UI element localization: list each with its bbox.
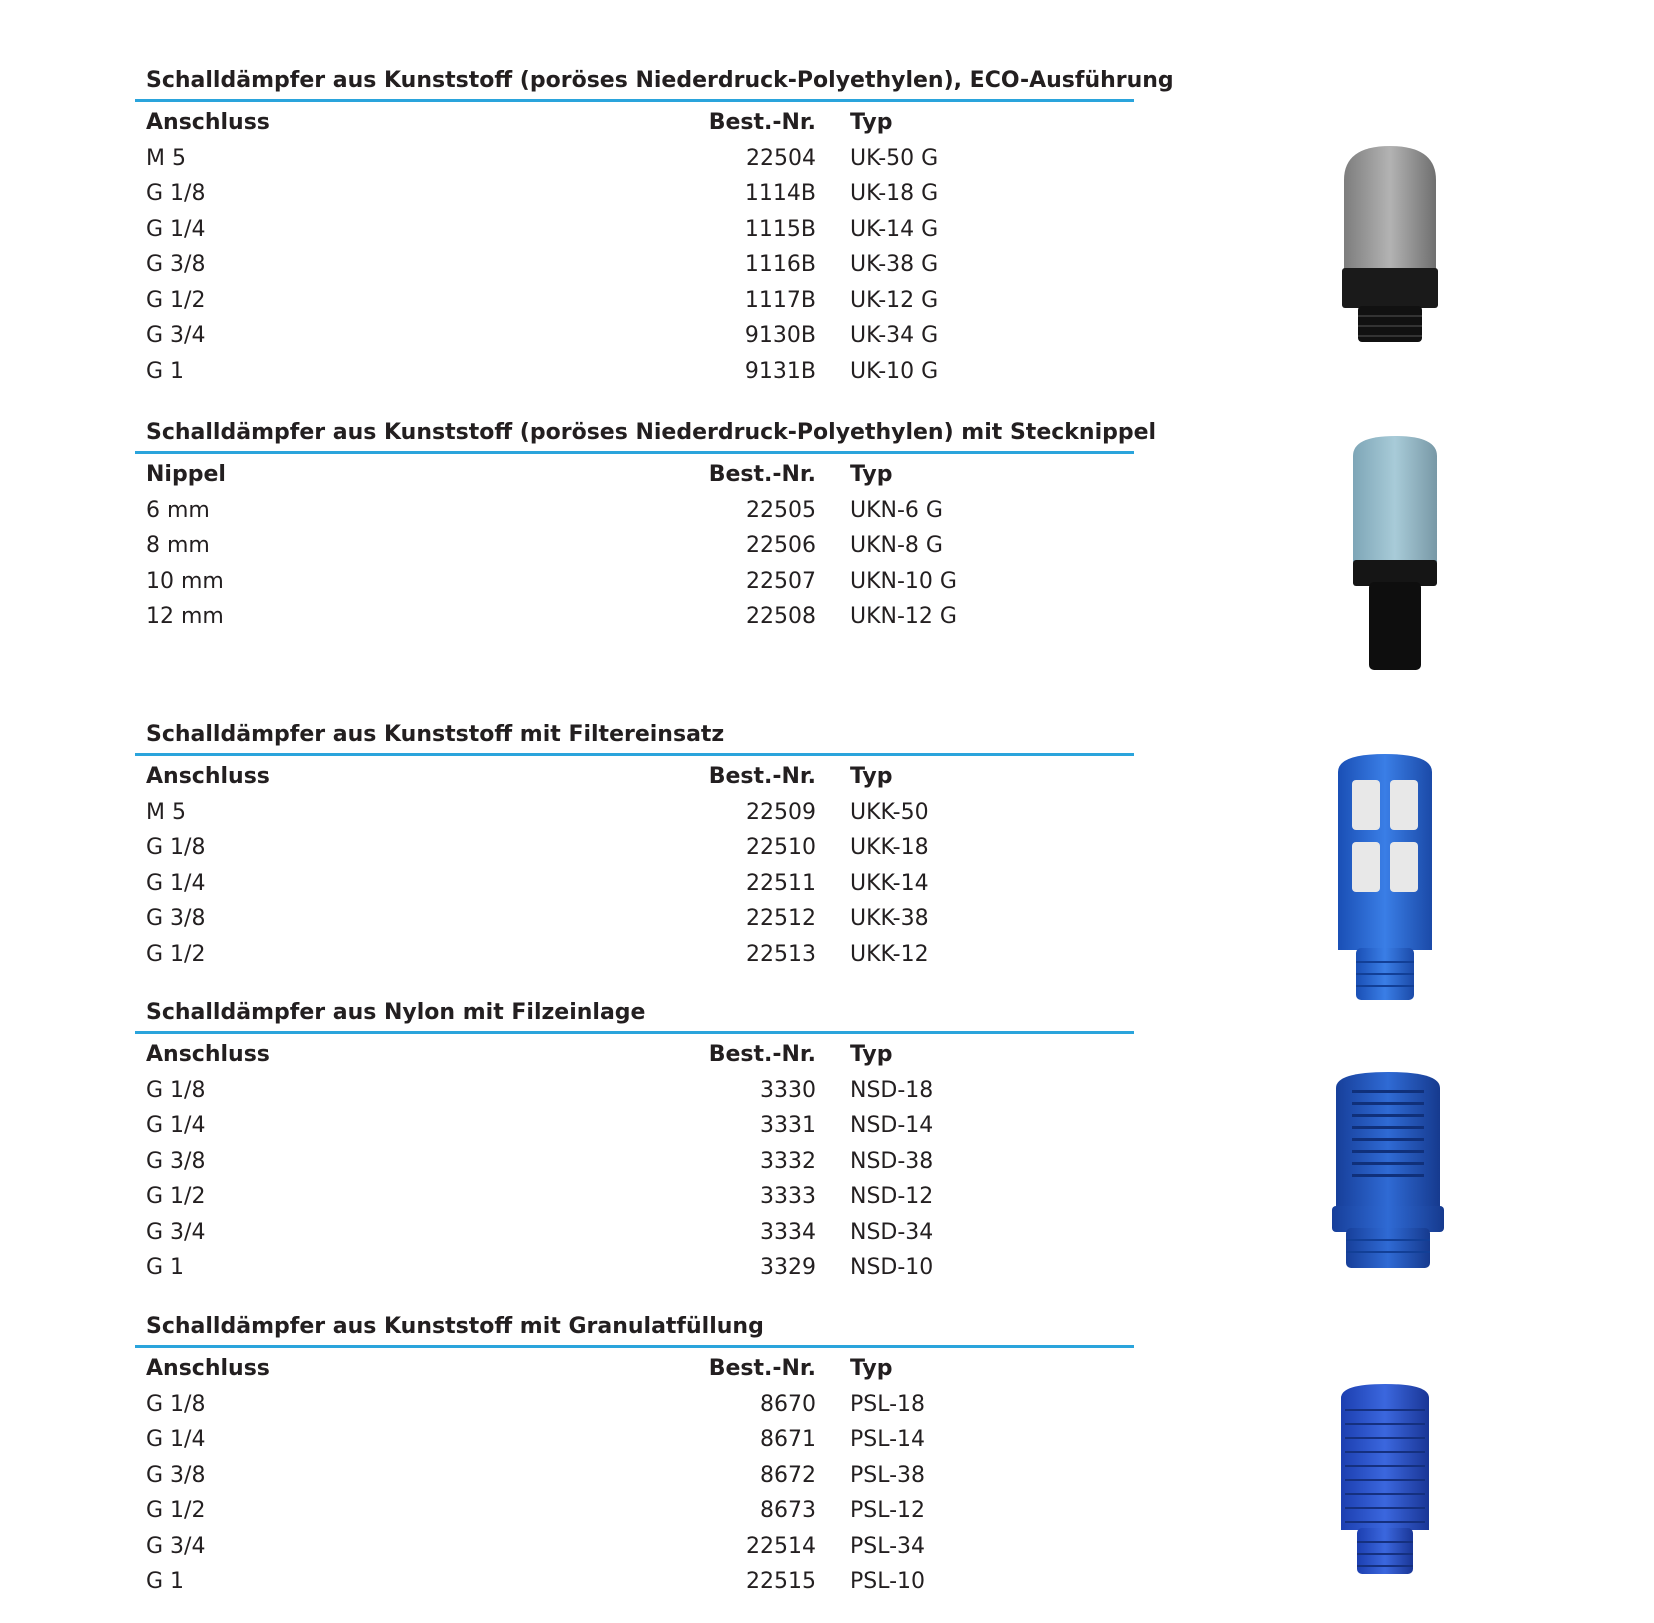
cell-order-no: 3329 [760,1255,816,1280]
cell-type: UKK-50 [850,799,929,825]
cell-order-no: 22507 [746,568,816,594]
section-divider [135,451,1134,454]
cell-order-no: 1114B [744,181,816,206]
section-title: Schalldämpfer aus Kunststoff mit Filtereinsatz [146,722,725,747]
cell-order-no: 22508 [746,604,816,629]
cell-connection: M 5 [146,145,186,171]
cell-type: UK-12 G [850,287,939,313]
table-row [0,356,1654,388]
blue-nylon-silencer-image [1328,1068,1448,1273]
cell-type: NSD-18 [850,1077,934,1103]
cell-connection: G 3/4 [146,323,206,348]
cell-order-no: 9130B [744,323,816,348]
cell-order-no: 22514 [746,1533,816,1559]
cell-type: PSL-38 [850,1462,926,1488]
cell-connection: G 1 [146,358,185,384]
column-header-connection: Anschluss [146,764,270,789]
cell-connection: G 1/2 [146,287,206,313]
cell-connection: G 1/4 [146,1427,206,1452]
column-header-type: Typ [850,764,893,789]
cell-order-no: 3332 [760,1148,816,1174]
cell-type: UK-18 G [850,181,939,206]
cell-order-no: 22505 [746,497,816,523]
cell-type: UKN-12 G [850,604,957,629]
column-header-connection: Nippel [146,462,226,487]
cell-order-no: 8670 [760,1391,816,1417]
cell-type: UK-50 G [850,145,939,171]
section-title: Schalldämpfer aus Kunststoff mit Granulatfüllung [146,1314,764,1339]
table-header [0,1039,1654,1071]
cell-connection: G 3/8 [146,1462,206,1488]
column-header-type: Typ [850,462,893,487]
cell-connection: G 1/8 [146,181,206,206]
cell-connection: G 3/8 [146,252,206,277]
column-header-order-no: Best.-Nr. [708,764,816,789]
cell-connection: 6 mm [146,497,210,523]
cell-order-no: 3334 [760,1219,816,1245]
cell-order-no: 22511 [746,870,816,896]
section-title: Schalldämpfer aus Kunststoff (poröses Niederdruck-Polyethylen) mit Stecknippel [146,420,1157,445]
cell-type: UKN-6 G [850,497,943,523]
section-divider [135,753,1134,756]
cell-connection: G 3/8 [146,1148,206,1174]
section-title: Schalldämpfer aus Kunststoff (poröses Niederdruck-Polyethylen), ECO-Ausführung [146,68,1174,93]
cell-connection: G 1/8 [146,1077,206,1103]
cell-type: NSD-38 [850,1148,934,1174]
cell-connection: G 1/2 [146,941,206,967]
cell-connection: 12 mm [146,604,224,629]
cell-connection: G 1/4 [146,1113,206,1138]
cell-connection: G 1 [146,1255,185,1280]
cell-order-no: 22515 [746,1569,816,1594]
cell-connection: G 1/4 [146,216,206,242]
column-header-type: Typ [850,1042,893,1067]
cell-type: UKK-14 [850,870,929,896]
cell-order-no: 22506 [746,533,816,558]
cell-connection: G 1/2 [146,1184,206,1209]
column-header-connection: Anschluss [146,1356,270,1381]
cell-type: NSD-10 [850,1255,934,1280]
cell-order-no: 1117B [744,287,816,313]
cell-type: PSL-12 [850,1498,926,1523]
cell-connection: G 1/8 [146,1391,206,1417]
cell-connection: G 1/2 [146,1498,206,1523]
cell-order-no: 22510 [746,835,816,860]
column-header-connection: Anschluss [146,1042,270,1067]
cell-type: NSD-12 [850,1184,934,1209]
column-header-connection: Anschluss [146,110,270,135]
cell-type: NSD-34 [850,1219,934,1245]
cell-order-no: 22509 [746,799,816,825]
column-header-type: Typ [850,1356,893,1381]
cell-order-no: 3331 [760,1113,816,1138]
cell-type: NSD-14 [850,1113,934,1138]
cell-type: UKN-10 G [850,568,957,594]
cell-type: UK-38 G [850,252,939,277]
cell-order-no: 1116B [744,252,816,277]
cell-connection: G 3/4 [146,1533,206,1559]
cell-connection: G 3/8 [146,906,206,931]
cell-connection: 8 mm [146,533,210,558]
cell-order-no: 9131B [744,358,816,384]
column-header-type: Typ [850,110,893,135]
cell-order-no: 22513 [746,941,816,967]
cell-connection: G 1/8 [146,835,206,860]
cell-type: UKK-12 [850,941,929,967]
blue-granulate-silencer-image [1335,1380,1435,1580]
cell-connection: G 1 [146,1569,185,1594]
cell-type: UK-10 G [850,358,939,384]
column-header-order-no: Best.-Nr. [708,110,816,135]
section-title: Schalldämpfer aus Nylon mit Filzeinlage [146,1000,646,1025]
cell-order-no: 8671 [760,1427,816,1452]
cell-type: PSL-34 [850,1533,926,1559]
cell-connection: M 5 [146,799,186,825]
cell-type: UK-14 G [850,216,939,242]
section-divider [135,99,1134,102]
cell-order-no: 8673 [760,1498,816,1523]
cell-type: UKK-18 [850,835,929,860]
column-header-order-no: Best.-Nr. [708,462,816,487]
cell-order-no: 8672 [760,1462,816,1488]
cell-order-no: 3330 [760,1077,816,1103]
cell-type: UKN-8 G [850,533,943,558]
cell-order-no: 22512 [746,906,816,931]
section-divider [135,1031,1134,1034]
gray-silencer-image [1330,140,1450,350]
cell-order-no: 3333 [760,1184,816,1209]
cell-order-no: 22504 [746,145,816,171]
column-header-order-no: Best.-Nr. [708,1356,816,1381]
light-blue-silencer-image [1345,432,1445,677]
cell-type: UK-34 G [850,323,939,348]
section-divider [135,1345,1134,1348]
cell-connection: G 1/4 [146,870,206,896]
cell-type: PSL-10 [850,1569,926,1594]
cell-type: UKK-38 [850,906,929,931]
blue-filter-silencer-image [1330,750,1440,1005]
column-header-order-no: Best.-Nr. [708,1042,816,1067]
cell-connection: 10 mm [146,568,224,594]
table-header [0,107,1654,139]
cell-type: PSL-18 [850,1391,926,1417]
cell-order-no: 1115B [744,216,816,242]
cell-type: PSL-14 [850,1427,926,1452]
cell-connection: G 3/4 [146,1219,206,1245]
